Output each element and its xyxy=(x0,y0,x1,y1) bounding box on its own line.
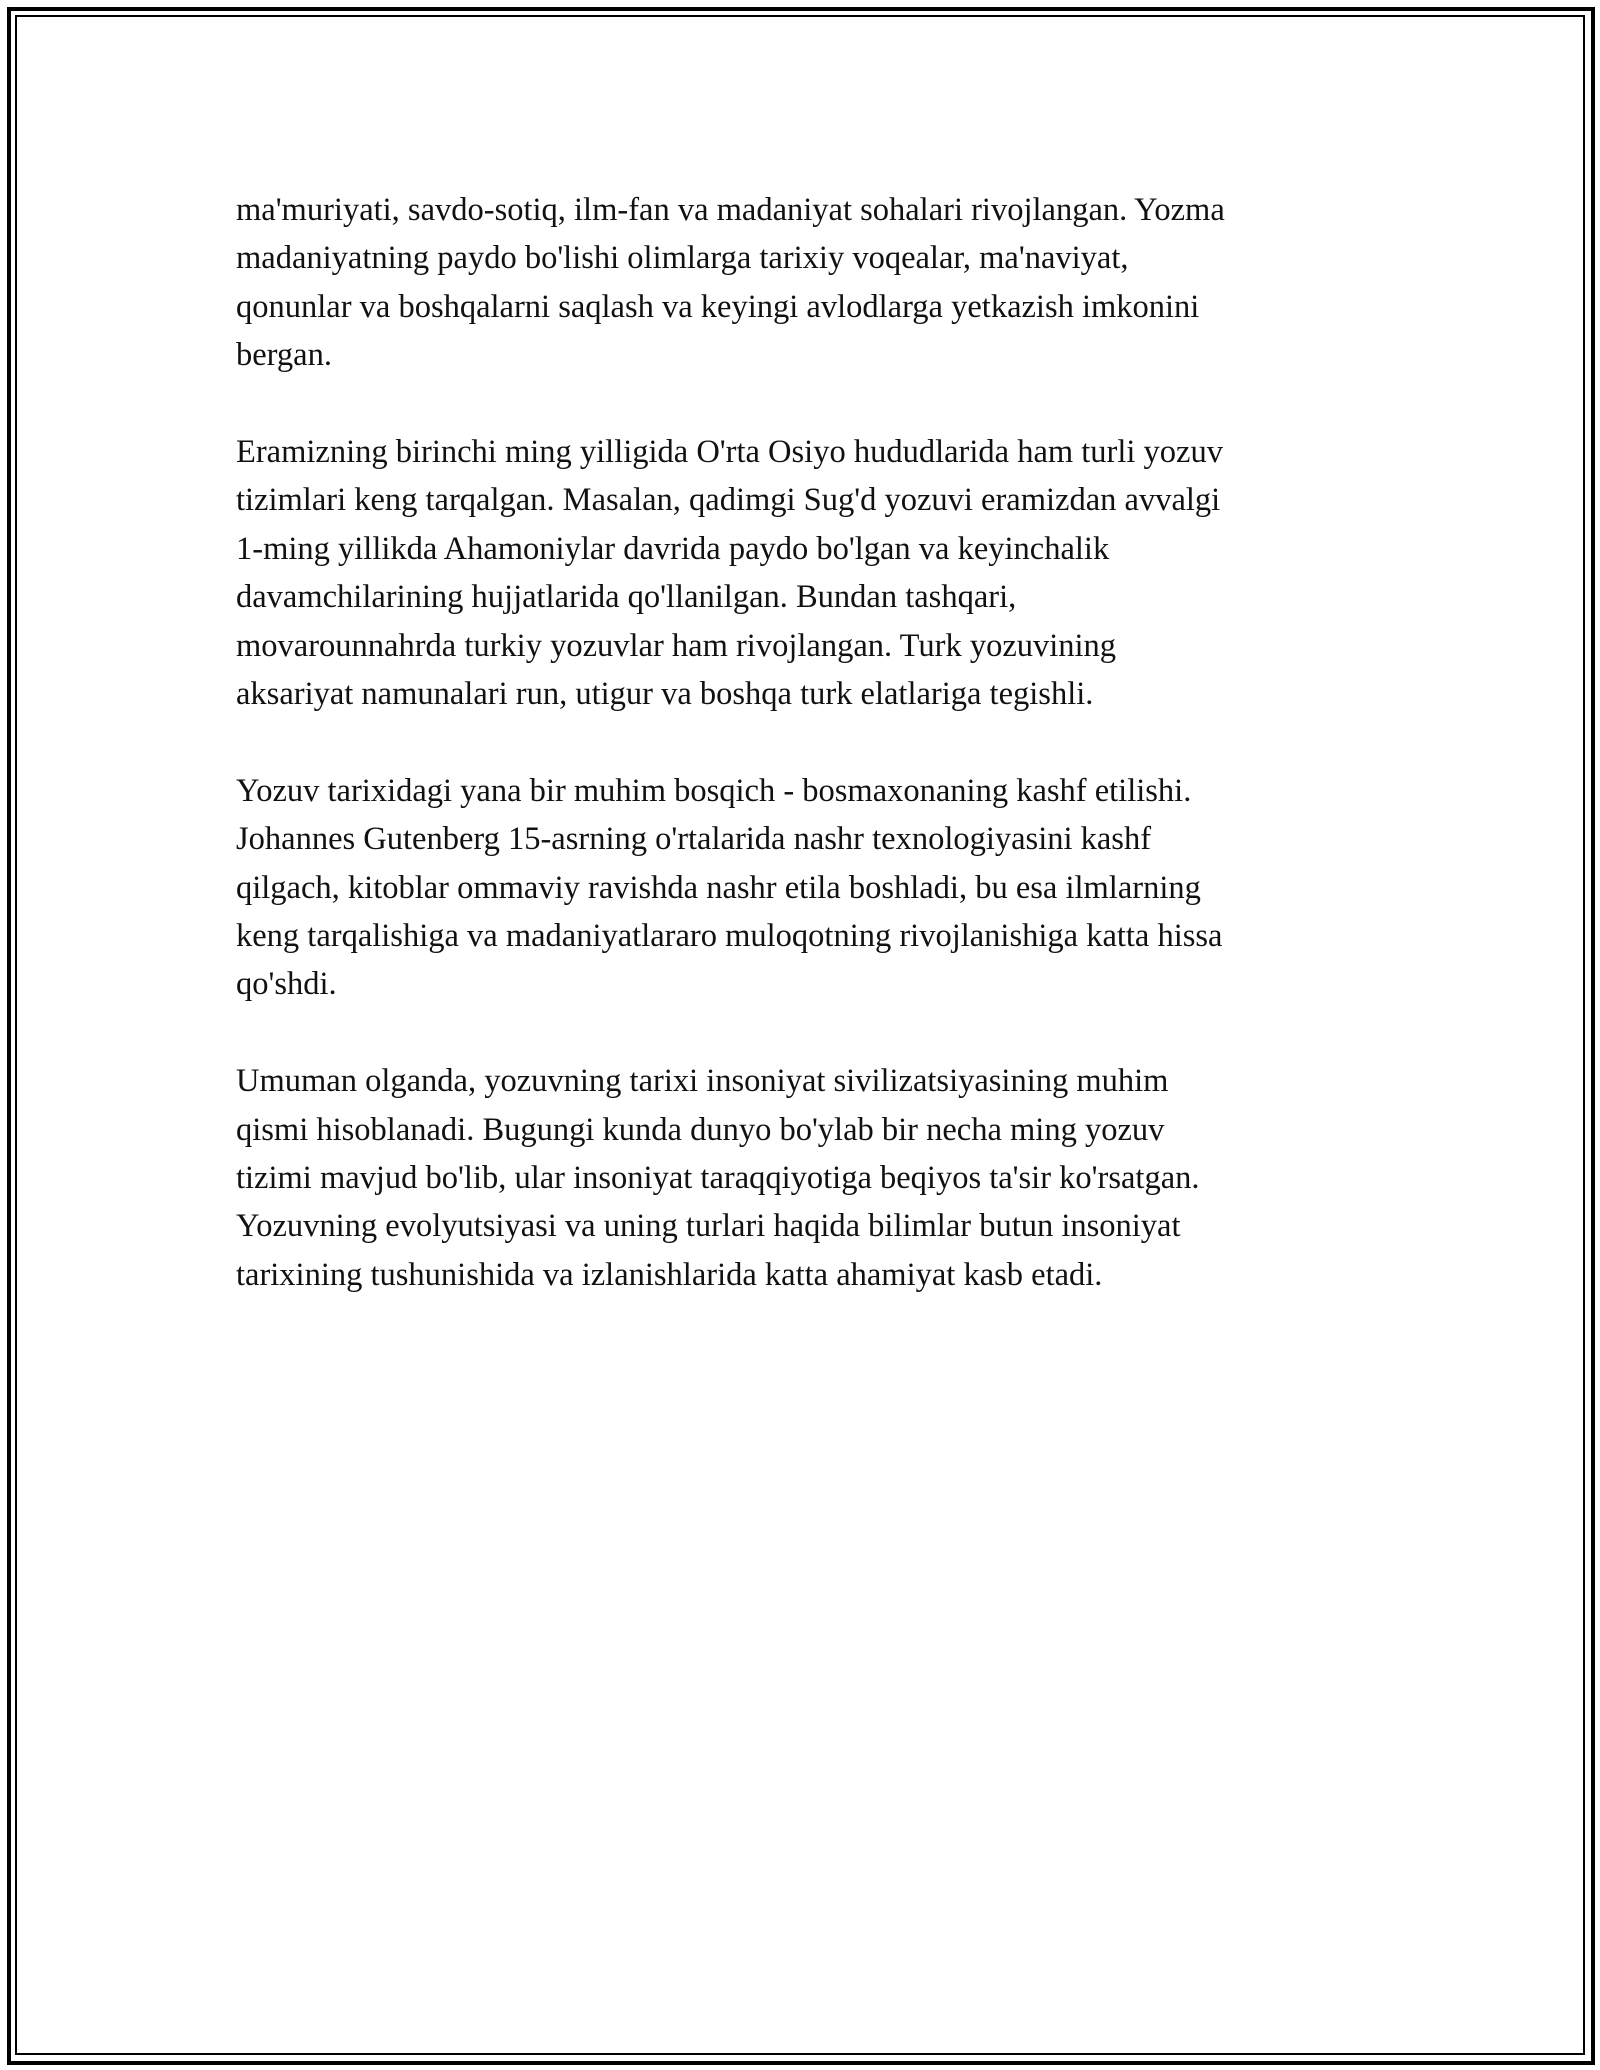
text-line: Yozuv tarixidagi yana bir muhim bosqich - bosmaxonaning kashf etilishi. xyxy=(236,772,1192,809)
text-line: keng tarqalishiga va madaniyatlararo muloqotning rivojlanishiga katta hissa xyxy=(236,918,1223,955)
text-line: tizimi mavjud bo'lib, ular insoniyat taraqqiyotiga beqiyos ta'sir ko'rsatgan. xyxy=(236,1160,1200,1197)
text-line: davamchilarining hujjatlarida qo'llanilgan. Bundan tashqari, xyxy=(236,579,1017,616)
paragraph-1 xyxy=(236,186,1366,380)
text-line: qismi hisoblanadi. Bugungi kunda dunyo bo'ylab bir necha ming yozuv xyxy=(236,1111,1165,1148)
text-line: aksariyat namunalari run, utigur va boshqa turk elatlariga tegishli. xyxy=(236,676,1094,713)
text-line: Umuman olganda, yozuvning tarixi insoniyat sivilizatsiyasining muhim xyxy=(236,1063,1169,1100)
text-line: bergan. xyxy=(236,337,332,374)
paragraph-2 xyxy=(236,428,1366,718)
document-body xyxy=(236,186,1366,1348)
text-line: 1-ming yillikda Ahamoniylar davrida paydo bo'lgan va keyinchalik xyxy=(236,530,1110,567)
text-line: ma'muriyati, savdo-sotiq, ilm-fan va madaniyat sohalari rivojlangan. Yozma xyxy=(236,192,1225,228)
text-line: Johannes Gutenberg 15-asrning o'rtalarida nashr texnologiyasini kashf xyxy=(236,821,1152,858)
text-line: Eramizning birinchi ming yilligida O'rta Osiyo hududlarida ham turli yozuv xyxy=(236,434,1223,471)
text-line: tarixining tushunishida va izlanishlarida katta ahamiyat kasb etadi. xyxy=(236,1256,1103,1293)
text-line: qo'shdi. xyxy=(236,966,337,1003)
paragraph-3 xyxy=(236,767,1366,1009)
text-line: movarounnahrda turkiy yozuvlar ham rivojlangan. Turk yozuvining xyxy=(236,627,1117,664)
paragraph-4 xyxy=(236,1057,1366,1299)
text-line: qilgach, kitoblar ommaviy ravishda nashr etila boshladi, bu esa ilmlarning xyxy=(236,869,1201,906)
text-line: tizimlari keng tarqalgan. Masalan, qadimgi Sug'd yozuvi eramizdan avvalgi xyxy=(236,482,1221,519)
text-line: madaniyatning paydo bo'lishi olimlarga tarixiy voqealar, ma'naviyat, xyxy=(236,240,1129,277)
text-line: qonunlar va boshqalarni saqlash va keyingi avlodlarga yetkazish imkonini xyxy=(236,288,1200,325)
text-line: Yozuvning evolyutsiyasi va uning turlari haqida bilimlar butun insoniyat xyxy=(236,1208,1181,1245)
